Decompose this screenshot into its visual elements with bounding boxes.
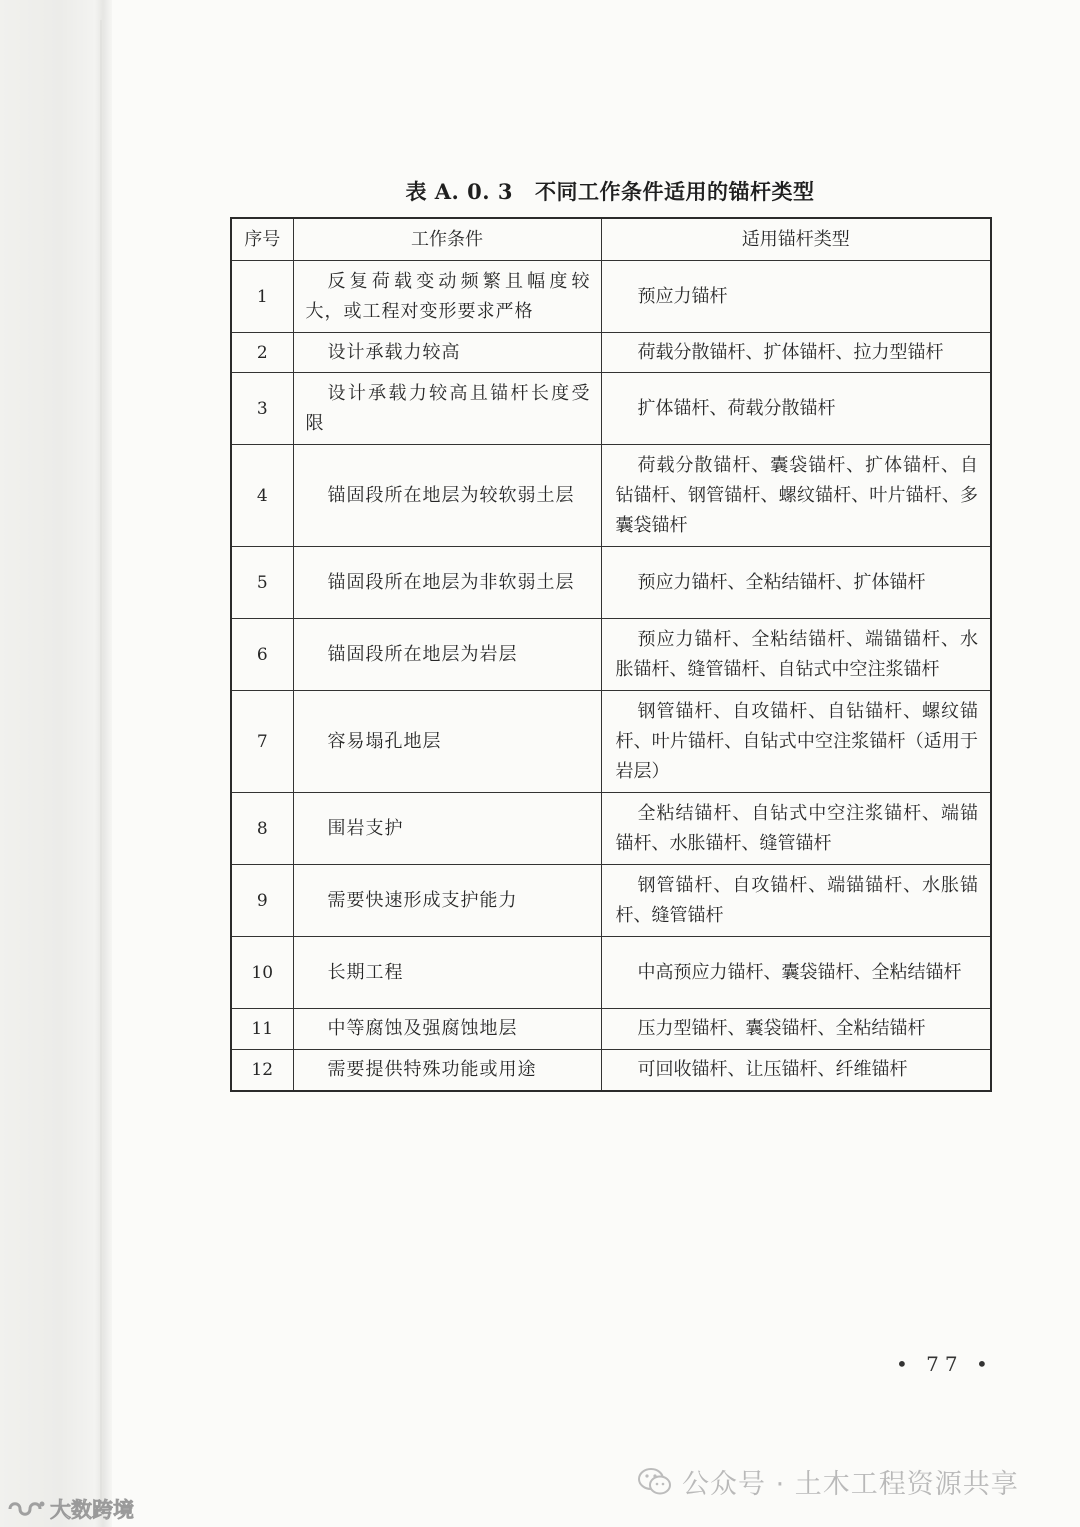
row-no: 11 xyxy=(231,1009,293,1050)
table-title xyxy=(230,176,990,206)
row-condition: 设计承载力较高且锚杆长度受限 xyxy=(293,373,601,445)
row-no: 9 xyxy=(231,865,293,937)
anchor-type-table xyxy=(230,217,992,1092)
table-row xyxy=(231,261,991,333)
table-row xyxy=(231,547,991,619)
row-no: 7 xyxy=(231,691,293,793)
row-no: 6 xyxy=(231,619,293,691)
row-types: 预应力锚杆 xyxy=(601,261,991,333)
row-types: 钢管锚杆、自攻锚杆、端锚锚杆、水胀锚杆、缝管锚杆 xyxy=(601,865,991,937)
row-condition: 容易塌孔地层 xyxy=(293,691,601,793)
table-row xyxy=(231,937,991,1009)
row-no: 12 xyxy=(231,1050,293,1091)
corner-logo-text: 大数跨境 xyxy=(50,1498,134,1522)
row-types: 预应力锚杆、全粘结锚杆、端锚锚杆、水胀锚杆、缝管锚杆、自钻式中空注浆锚杆 xyxy=(601,619,991,691)
corner-logo xyxy=(6,1494,134,1524)
table-row xyxy=(231,373,991,445)
table-header-row xyxy=(231,218,991,261)
row-types: 压力型锚杆、囊袋锚杆、全粘结锚杆 xyxy=(601,1009,991,1050)
table-row xyxy=(231,619,991,691)
row-no: 5 xyxy=(231,547,293,619)
table-row xyxy=(231,1009,991,1050)
row-no: 8 xyxy=(231,793,293,865)
row-condition: 锚固段所在地层为岩层 xyxy=(293,619,601,691)
row-condition: 需要快速形成支护能力 xyxy=(293,865,601,937)
row-types: 荷载分散锚杆、囊袋锚杆、扩体锚杆、自钻锚杆、钢管锚杆、螺纹锚杆、叶片锚杆、多囊袋锚杆 xyxy=(601,445,991,547)
row-condition: 需要提供特殊功能或用途 xyxy=(293,1050,601,1091)
table-row xyxy=(231,1050,991,1091)
row-condition: 锚固段所在地层为较软弱土层 xyxy=(293,445,601,547)
table-row xyxy=(231,691,991,793)
row-types: 预应力锚杆、全粘结锚杆、扩体锚杆 xyxy=(601,547,991,619)
row-condition: 反复荷载变动频繁且幅度较大，或工程对变形要求严格 xyxy=(293,261,601,333)
row-no: 4 xyxy=(231,445,293,547)
row-types: 全粘结锚杆、自钻式中空注浆锚杆、端锚锚杆、水胀锚杆、缝管锚杆 xyxy=(601,793,991,865)
header-types: 适用锚杆类型 xyxy=(601,218,991,261)
row-condition: 围岩支护 xyxy=(293,793,601,865)
row-no: 3 xyxy=(231,373,293,445)
watermark xyxy=(638,1462,1019,1501)
table-row xyxy=(231,445,991,547)
page-binding-edge xyxy=(0,0,112,1527)
row-no: 10 xyxy=(231,937,293,1009)
watermark-text: 公众号 · 土木工程资源共享 xyxy=(682,1469,1019,1500)
table-caption: 不同工作条件适用的锚杆类型 xyxy=(535,179,815,204)
table-row xyxy=(231,865,991,937)
table-number: 表 A. 0. 3 xyxy=(405,179,514,204)
row-types: 中高预应力锚杆、囊袋锚杆、全粘结锚杆 xyxy=(601,937,991,1009)
row-condition: 中等腐蚀及强腐蚀地层 xyxy=(293,1009,601,1050)
header-condition: 工作条件 xyxy=(293,218,601,261)
table-row xyxy=(231,333,991,373)
page-number: • 77 • xyxy=(896,1352,994,1376)
wechat-icon xyxy=(638,1467,672,1497)
row-types: 可回收锚杆、让压锚杆、纤维锚杆 xyxy=(601,1050,991,1091)
row-condition: 长期工程 xyxy=(293,937,601,1009)
row-no: 1 xyxy=(231,261,293,333)
header-no: 序号 xyxy=(231,218,293,261)
row-condition: 设计承载力较高 xyxy=(293,333,601,373)
row-no: 2 xyxy=(231,333,293,373)
row-types: 扩体锚杆、荷载分散锚杆 xyxy=(601,373,991,445)
row-types: 钢管锚杆、自攻锚杆、自钻锚杆、螺纹锚杆、叶片锚杆、自钻式中空注浆锚杆（适用于岩层） xyxy=(601,691,991,793)
row-types: 荷载分散锚杆、扩体锚杆、拉力型锚杆 xyxy=(601,333,991,373)
row-condition: 锚固段所在地层为非软弱土层 xyxy=(293,547,601,619)
binding-line xyxy=(100,20,102,1500)
logo-icon xyxy=(6,1498,46,1520)
table-row xyxy=(231,793,991,865)
